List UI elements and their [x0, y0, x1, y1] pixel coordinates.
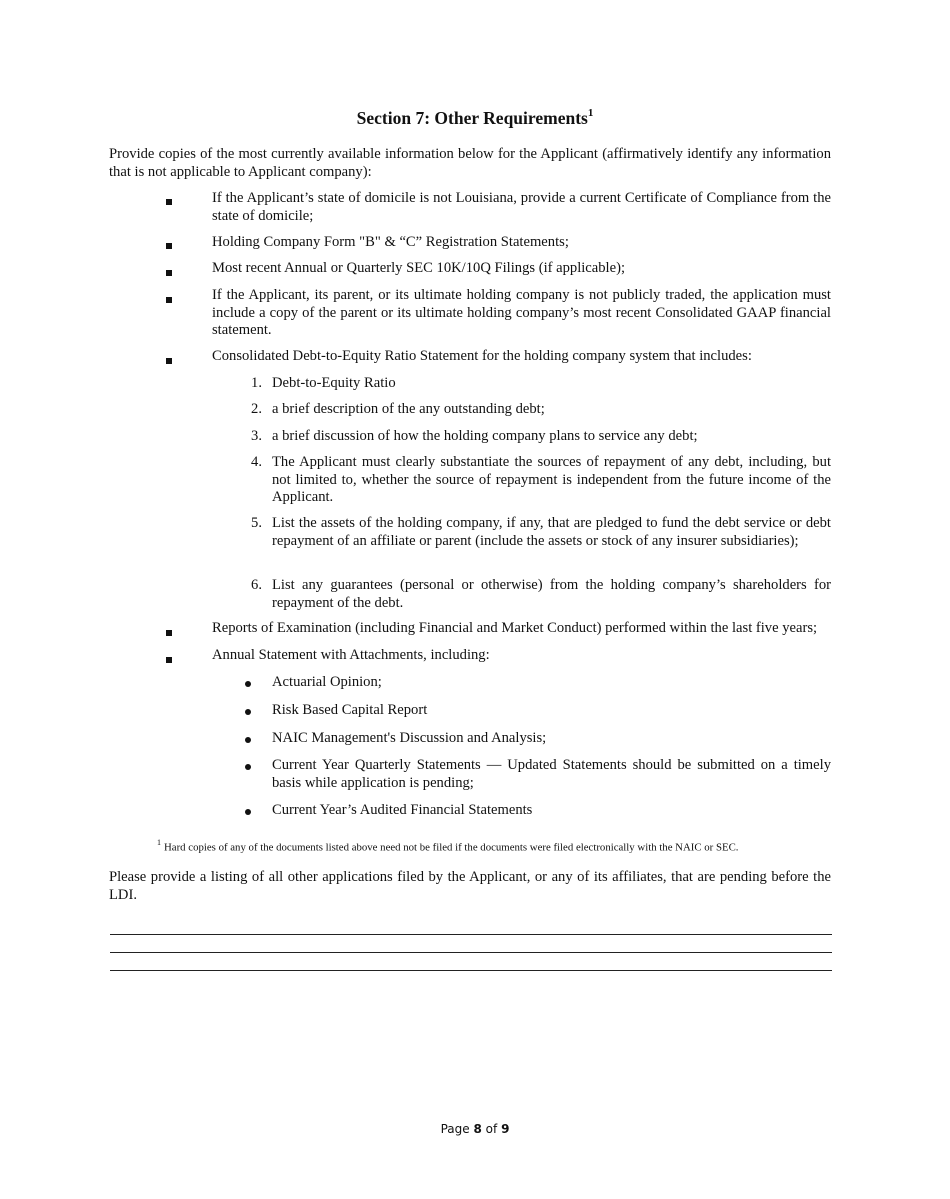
requirement-item: If the Applicant’s state of domicile is not Louisiana, provide a current Certificate of Compliance from the state of domicile;: [212, 190, 831, 224]
round-bullet-icon: [245, 737, 251, 743]
list-number: 2.: [251, 401, 262, 417]
pending-request-paragraph: Please provide a listing of all other applications filed by the Applicant, or any of its affiliates, that are pending before the LDI.: [109, 869, 831, 903]
requirement-item: Consolidated Debt-to-Equity Ratio Statement for the holding company system that includes:: [212, 348, 752, 364]
section-title-text: Section 7: Other Requirements: [356, 108, 588, 128]
list-number: 4.: [251, 454, 262, 470]
debt-item: The Applicant must clearly substantiate the sources of repayment of any debt, including, but not limited to, whether the source of repayment is independent from the future income of the Applicant.: [272, 454, 831, 505]
annual-item: Current Year Quarterly Statements — Updated Statements should be submitted on a timely basis while application is pending;: [272, 757, 831, 791]
page-total: 9: [501, 1122, 510, 1136]
round-bullet-icon: [245, 764, 251, 770]
debt-item: List the assets of the holding company, if any, that are pledged to fund the debt service or debt repayment of an affiliate or parent (include the assets or stock of any insurer subsidiaries);: [272, 515, 831, 549]
section-title: [0, 108, 950, 129]
footnote-text: Hard copies of any of the documents listed above need not be filed if the documents were filed electronically with the NAIC or SEC.: [164, 841, 739, 854]
square-bullet-icon: [166, 297, 172, 303]
list-number: 5.: [251, 515, 262, 531]
round-bullet-icon: [245, 809, 251, 815]
footnote-marker: 1: [157, 838, 161, 847]
debt-item: a brief discussion of how the holding company plans to service any debt;: [272, 428, 698, 444]
annual-item: Current Year’s Audited Financial Statements: [272, 802, 533, 818]
requirement-item: Annual Statement with Attachments, including:: [212, 647, 490, 663]
title-footnote-marker: 1: [587, 107, 594, 120]
footnote: [157, 837, 738, 855]
list-number: 1.: [251, 375, 262, 391]
page-number: [0, 1122, 950, 1136]
square-bullet-icon: [166, 657, 172, 663]
annual-item: Actuarial Opinion;: [272, 674, 382, 690]
annual-item: NAIC Management's Discussion and Analysis;: [272, 730, 547, 746]
square-bullet-icon: [166, 199, 172, 205]
square-bullet-icon: [166, 358, 172, 364]
list-number: 3.: [251, 428, 262, 444]
round-bullet-icon: [245, 709, 251, 715]
answer-line[interactable]: [110, 952, 832, 953]
square-bullet-icon: [166, 243, 172, 249]
answer-line[interactable]: [110, 934, 832, 935]
page-of: of: [485, 1122, 498, 1136]
requirement-item: Most recent Annual or Quarterly SEC 10K/10Q Filings (if applicable);: [212, 260, 626, 276]
answer-line[interactable]: [110, 970, 832, 971]
requirement-item: Reports of Examination (including Financial and Market Conduct) performed within the last five years;: [212, 620, 818, 636]
intro-paragraph: Provide copies of the most currently available information below for the Applicant (affirmatively identify any information that is not applicable to Applicant company):: [109, 146, 831, 180]
requirement-item: Holding Company Form "B" & “C” Registration Statements;: [212, 234, 569, 250]
requirement-item: If the Applicant, its parent, or its ultimate holding company is not publicly traded, the application must include a copy of the parent or its ultimate holding company’s most recent Consolidated GAAP financial statement.: [212, 287, 831, 338]
page-current: 8: [473, 1122, 482, 1136]
debt-item: Debt-to-Equity Ratio: [272, 375, 396, 391]
annual-item: Risk Based Capital Report: [272, 702, 428, 718]
page-label: Page: [440, 1122, 470, 1136]
square-bullet-icon: [166, 630, 172, 636]
square-bullet-icon: [166, 270, 172, 276]
round-bullet-icon: [245, 681, 251, 687]
debt-item: List any guarantees (personal or otherwise) from the holding company’s shareholders for repayment of the debt.: [272, 577, 831, 611]
list-number: 6.: [251, 577, 262, 593]
debt-item: a brief description of the any outstanding debt;: [272, 401, 545, 417]
